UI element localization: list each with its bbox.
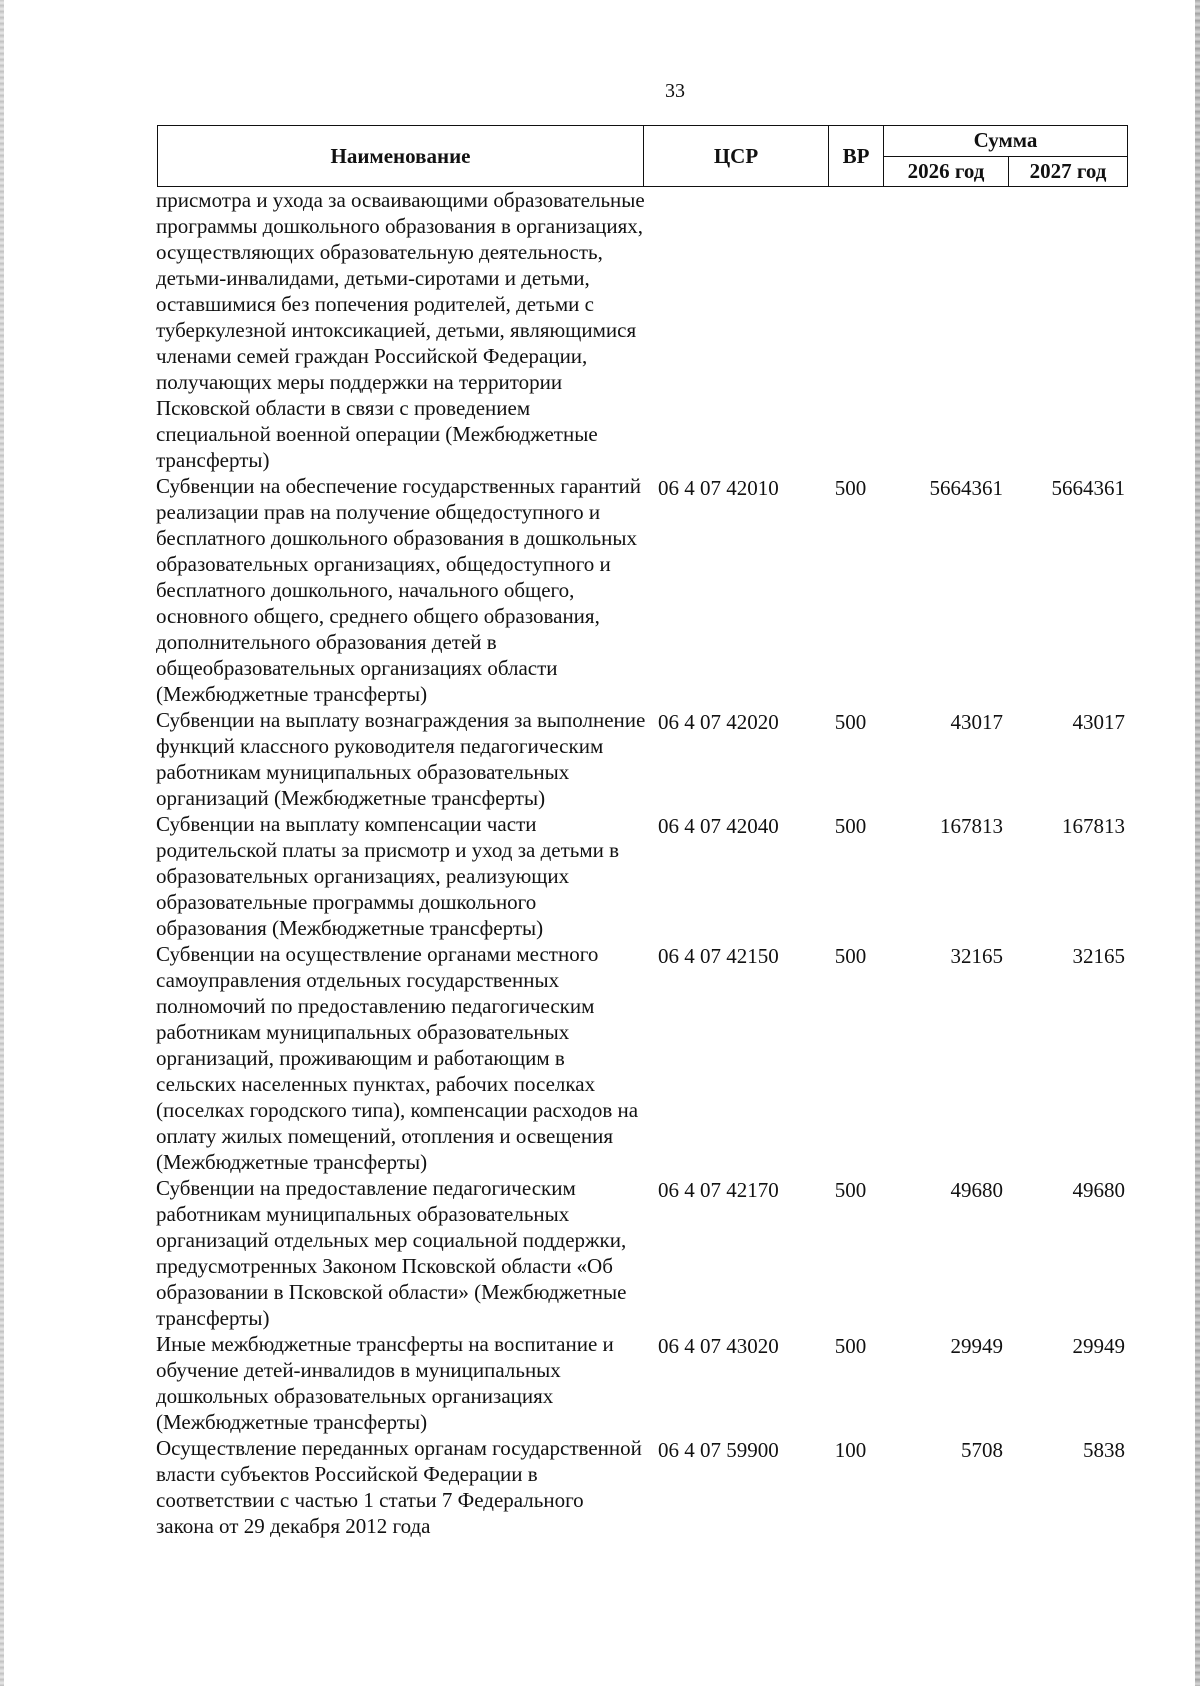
row-name: Субвенции на выплату вознаграждения за выполнение функций классного руководителя педагогическим работникам муниципальных образовательных организаций (Межбюджетные трансферты) [156,708,646,810]
scan-left-edge [0,0,4,1686]
row-sum-2027: 43017 [1072,710,1125,734]
row-name: Иные межбюджетные трансферты на воспитание и обучение детей-инвалидов в муниципальных дошкольных образовательных организациях (Межбюджетные трансферты) [156,1332,614,1434]
row-name: Субвенции на осуществление органами местного самоуправления отдельных государственных полномочий по предоставлению педагогическим работникам муниципальных образовательных организаций, проживающим и работающим в сельских населенных пунктах, рабочих поселках (поселках городского типа), компенсации расходов на оплату жилых помещений, отопления и освещения (Межбюджетные трансферты) [156,942,639,1174]
table-row [155,811,1127,941]
row-sum-2026: 167813 [940,814,1003,838]
row-sum-2026: 43017 [950,710,1003,734]
row-vr: 500 [834,1334,867,1358]
table-row [155,473,1127,707]
table-row [155,1175,1127,1331]
header-sum: Сумма [884,126,1128,157]
row-csr: 06 4 07 42150 [658,944,779,968]
header-vr: ВР [829,126,884,187]
row-vr: 500 [834,814,867,838]
row-sum-2027: 49680 [1072,1178,1125,1202]
row-sum-2027: 167813 [1062,814,1125,838]
row-vr: 100 [834,1438,867,1462]
row-sum-2027: 32165 [1072,944,1125,968]
header-year-2026: 2026 год [884,156,1009,187]
table-body [155,187,1127,1539]
row-csr: 06 4 07 42040 [658,814,779,838]
row-name: Осуществление переданных органам государственной власти субъектов Российской Федерации в соответствии с частью 1 статьи 7 Федерального закона от 29 декабря 2012 года [156,1436,642,1538]
table-row [155,707,1127,811]
table-row [155,187,1127,473]
row-name: Субвенции на выплату компенсации части родительской платы за присмотр и уход за детьми в образовательных организациях, реализующих образовательные программы дошкольного образования (Межбюджетные трансферты) [156,812,620,940]
row-vr: 500 [834,1178,867,1202]
header-csr: ЦСР [644,126,829,187]
header-year-2027: 2027 год [1009,156,1128,187]
table-row [155,1331,1127,1435]
row-sum-2027: 29949 [1072,1334,1125,1358]
row-name: Субвенции на обеспечение государственных гарантий реализации прав на получение общедоступного и бесплатного дошкольного образования в дошкольных образовательных организациях, общедоступного и бесплатного дошкольного, начального общего, основного общего, среднего общего образования, дополнительного образования детей в общеобразовательных организациях области (Межбюджетные трансферты) [156,474,641,706]
row-sum-2026: 49680 [950,1178,1003,1202]
row-sum-2026: 29949 [950,1334,1003,1358]
row-sum-2027: 5838 [1083,1438,1125,1462]
table-row [155,941,1127,1175]
row-name: Субвенции на предоставление педагогическим работникам муниципальных образовательных организаций отдельных мер социальной поддержки, предусмотренных Законом Псковской области «Об образовании в Псковской области» (Межбюджетные трансферты) [156,1176,627,1330]
row-sum-2027: 5664361 [1051,476,1125,500]
row-csr [646,187,823,473]
row-csr: 06 4 07 42010 [658,476,779,500]
row-sum-2026 [878,187,1003,473]
table-header [157,125,1128,187]
table-row [155,1435,1127,1539]
row-name: присмотра и ухода за осваивающими образовательные программы дошкольного образования в организациях, осуществляющих образовательную деятельность, детьми-инвалидами, детьми-сиротами и детьми, оставшимися без попечения родителей, детьми с туберкулезной интоксикацией, детьми, являющимися членами семей граждан Российской Федерации, получающих меры поддержки на территории Псковской области в связи с проведением специальной военной операции (Межбюджетные трансферты) [156,188,645,472]
row-vr: 500 [834,944,867,968]
row-sum-2026: 32165 [950,944,1003,968]
header-name: Наименование [158,126,644,187]
row-sum-2027 [1003,187,1125,473]
row-vr [823,187,878,473]
row-csr: 06 4 07 42020 [658,710,779,734]
page-number: 33 [665,80,685,102]
row-csr: 06 4 07 59900 [658,1438,779,1462]
row-vr: 500 [834,476,867,500]
row-sum-2026: 5708 [961,1438,1003,1462]
row-csr: 06 4 07 42170 [658,1178,779,1202]
scan-right-edge [1195,0,1200,1686]
row-vr: 500 [834,710,867,734]
row-csr: 06 4 07 43020 [658,1334,779,1358]
row-sum-2026: 5664361 [929,476,1003,500]
